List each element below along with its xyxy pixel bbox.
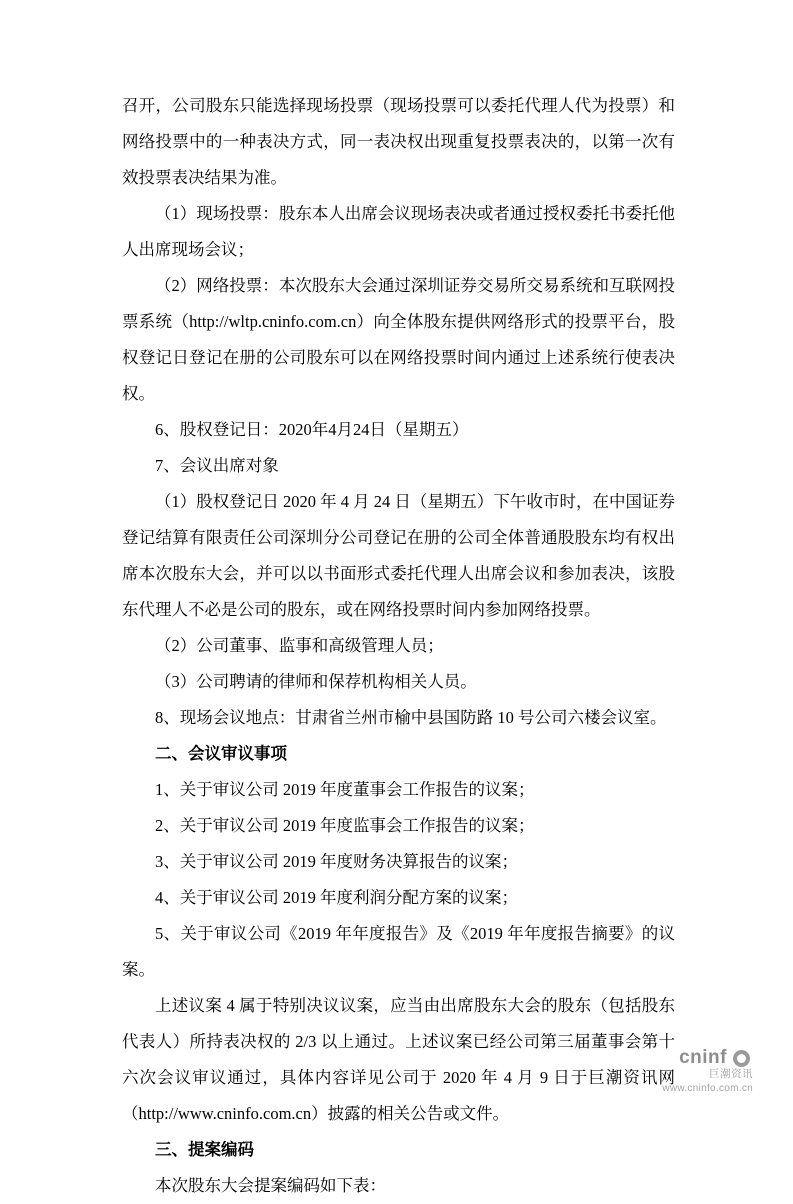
- agenda-item-3: 3、关于审议公司 2019 年度财务决算报告的议案；: [155, 852, 518, 871]
- agenda-item-1: 1、关于审议公司 2019 年度董事会工作报告的议案；: [155, 780, 535, 799]
- paragraph-attendee-shareholders: （1）股权登记日 2020 年 4 月 24 日（星期五）下午收市时，在中国证券登记结算有限责任公司深圳分公司登记在册的公司全体普通股股东均有权出席本次股东大会，并可以以书面形式委托代理人出席会议和参加表决，该股东代理人不必是公司的股东，或在网络投票时间内参加网络投票。: [122, 492, 675, 619]
- document-body: [122, 88, 675, 1204]
- agenda-item-5: 5、关于审议公司《2019 年年度报告》及《2019 年年度报告摘要》的议案。: [122, 924, 675, 979]
- paragraph-proposal-codes-intro: 本次股东大会提案编码如下表：: [155, 1176, 386, 1195]
- cninfo-logo-icon: [733, 1048, 753, 1068]
- paragraph-attendee-lawyers: （3）公司聘请的律师和保荐机构相关人员。: [155, 672, 477, 691]
- paragraph-record-date: 6、股权登记日：2020年4月24日（星期五）: [155, 420, 469, 439]
- paragraph-continuation: 召开，公司股东只能选择现场投票（现场投票可以委托代理人代为投票）和网络投票中的一种表决方式，同一表决权出现重复投票表决的，以第一次有效投票表决结果为准。: [122, 96, 675, 187]
- cninfo-logo: [662, 1048, 753, 1069]
- paragraph-attendee-directors: （2）公司董事、监事和高级管理人员；: [155, 636, 444, 655]
- paragraph-attendees-heading: 7、会议出席对象: [155, 456, 279, 475]
- agenda-item-2: 2、关于审议公司 2019 年度监事会工作报告的议案；: [155, 816, 535, 835]
- footer-watermark: [662, 1048, 753, 1094]
- section-heading-agenda: 二、会议审议事项: [155, 744, 287, 763]
- paragraph-onsite-voting: （1）现场投票：股东本人出席会议现场表决或者通过授权委托书委托他人出席现场会议；: [122, 204, 675, 259]
- paragraph-meeting-venue: 8、现场会议地点：甘肃省兰州市榆中县国防路 10 号公司六楼会议室。: [155, 708, 667, 727]
- section-heading-proposal-codes: 三、提案编码: [155, 1140, 254, 1159]
- agenda-item-4: 4、关于审议公司 2019 年度利润分配方案的议案；: [155, 888, 518, 907]
- cninfo-logo-subtitle: 巨潮资讯: [709, 1069, 753, 1081]
- paragraph-special-resolution-note: 上述议案 4 属于特别决议议案，应当由出席股东大会的股东（包括股东代表人）所持表决权的 2/3 以上通过。上述议案已经公司第三届董事会第十六次会议审议通过，具体内容详见公司于 2020 年 4 月 9 日于巨潮资讯网（http://www.cninfo.com.cn）披露的相关公告或文件。: [122, 996, 675, 1123]
- cninfo-logo-text: cninf: [679, 1046, 727, 1068]
- cninfo-logo-url: www.cninfo.com.cn: [662, 1083, 753, 1094]
- paragraph-online-voting: （2）网络投票：本次股东大会通过深圳证券交易所交易系统和互联网投票系统（http://wltp.cninfo.com.cn）向全体股东提供网络形式的投票平台，股权登记日登记在册的公司股东可以在网络投票时间内通过上述系统行使表决权。: [122, 276, 675, 403]
